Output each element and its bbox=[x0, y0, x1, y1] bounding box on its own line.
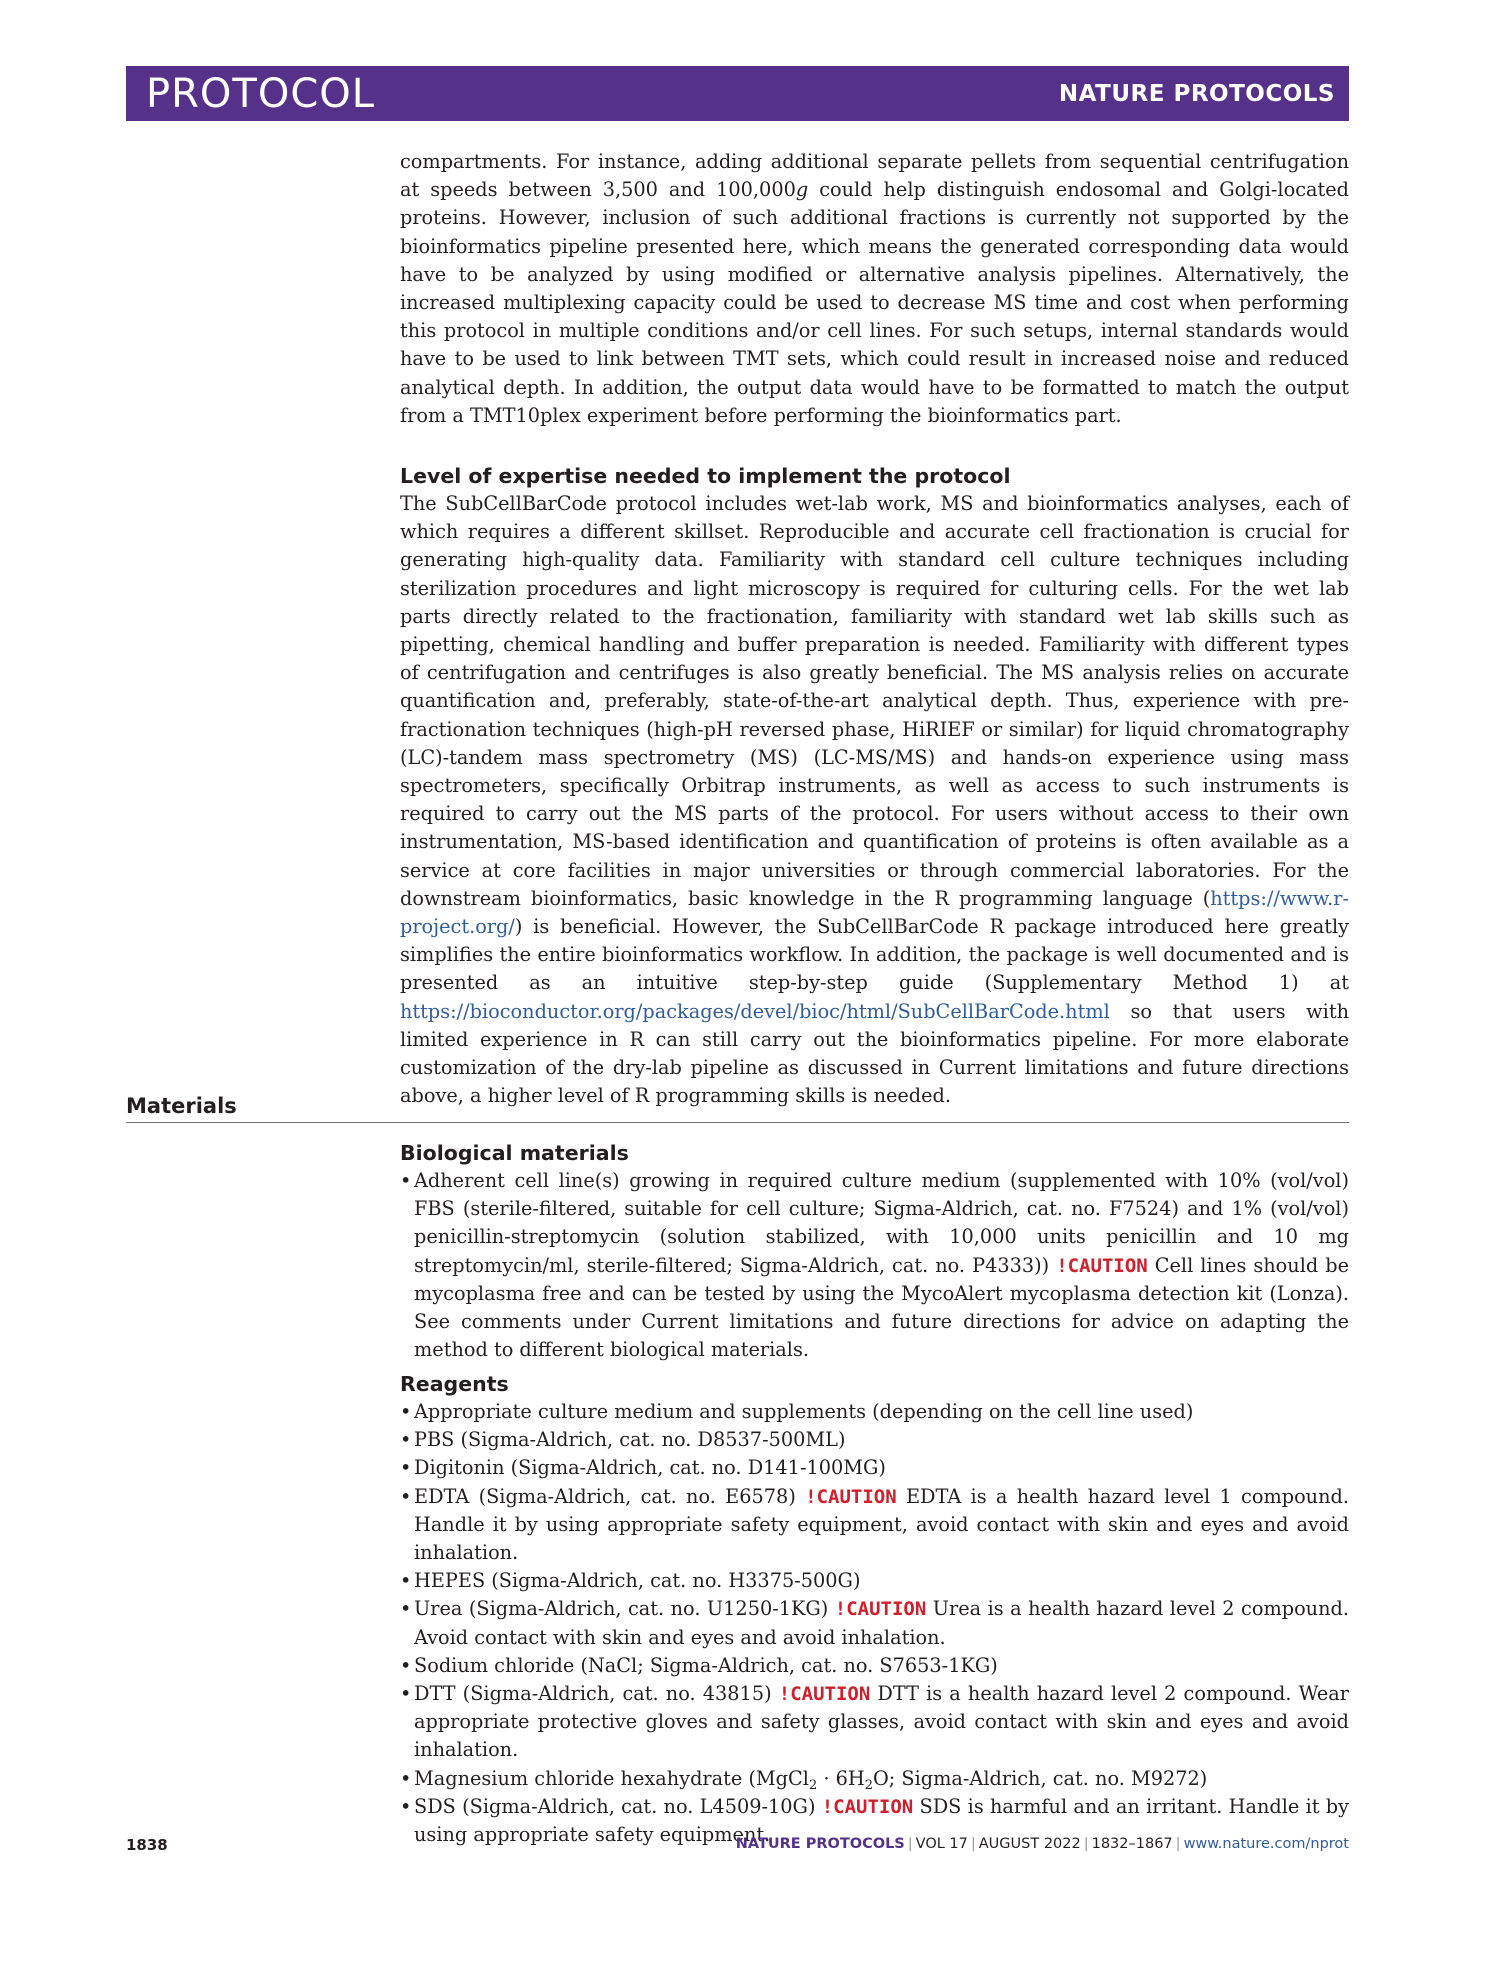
journal-title: NATURE PROTOCOLS bbox=[1058, 80, 1335, 107]
list-item: • Adherent cell line(s) growing in required culture medium (supplemented with 10% (vol/vol) FBS (sterile-filtered, suitable for cell culture; Sigma-Aldrich, cat. no. F7524) and 1% (vol/vol) penicillin-streptomycin (solution stabilized, with 10,000 units penicillin and 10 mg streptomycin/ml, sterile-filtered; Sigma-Aldrich, cat. no. P4333)) !CAUTION Cell lines should be mycoplasma free and can be tested by using the MycoAlert mycoplasma detection kit (Lonza). See comments under Current limitations and future directions for advice on adapting the method to different biological materials. bbox=[400, 1167, 1349, 1364]
list-item: • Urea (Sigma-Aldrich, cat. no. U1250-1KG) !CAUTION Urea is a health hazard level 2 compound. Avoid contact with skin and eyes and avoid inhalation. bbox=[400, 1595, 1349, 1651]
section-type-title: PROTOCOL bbox=[146, 70, 376, 117]
expertise-section bbox=[400, 462, 1349, 1110]
page-number: 1838 bbox=[126, 1836, 168, 1854]
list-item: • DTT (Sigma-Aldrich, cat. no. 43815) !CAUTION DTT is a health hazard level 2 compound. Wear appropriate protective gloves and safety glasses, avoid contact with skin and eyes and avoid inhalation. bbox=[400, 1680, 1349, 1765]
footer-url-link[interactable]: www.nature.com/nprot bbox=[1183, 1836, 1349, 1852]
r-project-link[interactable]: https://www.r-project.org/ bbox=[400, 886, 1349, 939]
list-item: • SDS (Sigma-Aldrich, cat. no. L4509-10G) !CAUTION SDS is harmful and an irritant. Handle it by using appropriate safety equipment. bbox=[400, 1793, 1349, 1849]
reagents-heading: Reagents bbox=[400, 1372, 509, 1396]
biological-materials-heading: Biological materials bbox=[400, 1141, 629, 1165]
footer-pages: 1832–1867 bbox=[1091, 1836, 1173, 1852]
intro-paragraph: compartments. For instance, adding additional separate pellets from sequential centrifugation at speeds between 3,500 and 100,000g could help distinguish endosomal and Golgi-located proteins. However, inclusion of such additional fractions is currently not supported by the bioinformatics pipeline presented here, which means the generated corresponding data would have to be analyzed by using modified or alternative analysis pipelines. Alternatively, the increased multiplexing capacity could be used to decrease MS time and cost when performing this protocol in multiple conditions and/or cell lines. For such setups, internal standards would have to be used to link between TMT sets, which could result in increased noise and reduced analytical depth. In addition, the output data would have to be formatted to match the output from a TMT10plex experiment before performing the bioinformatics part. bbox=[400, 150, 1349, 427]
caution-label: !CAUTION bbox=[821, 1795, 914, 1818]
caution-label: !CAUTION bbox=[805, 1485, 897, 1508]
footer-volume: VOL 17 bbox=[915, 1836, 968, 1852]
list-item: • Appropriate culture medium and supplements (depending on the cell line used) bbox=[400, 1398, 1349, 1426]
caution-label: !CAUTION bbox=[778, 1683, 871, 1706]
caution-label: !CAUTION bbox=[834, 1598, 927, 1621]
list-item: • Sodium chloride (NaCl; Sigma-Aldrich, cat. no. S7653-1KG) bbox=[400, 1652, 1349, 1680]
footer-journal: NATURE PROTOCOLS bbox=[735, 1836, 905, 1852]
footer-citation: NATURE PROTOCOLS | VOL 17 | AUGUST 2022 | 1832–1867 | www.nature.com/nprot bbox=[735, 1836, 1349, 1852]
bioconductor-link[interactable]: https://bioconductor.org/packages/devel/bioc/html/SubCellBarCode.html bbox=[400, 999, 1110, 1023]
intro-section bbox=[400, 148, 1349, 430]
header-bar bbox=[126, 66, 1349, 121]
materials-section-label: Materials bbox=[126, 1094, 237, 1118]
list-item: • PBS (Sigma-Aldrich, cat. no. D8537-500ML) bbox=[400, 1426, 1349, 1454]
section-divider bbox=[126, 1122, 1349, 1123]
list-item: • Magnesium chloride hexahydrate (MgCl$_2$ · $6H_2O$; Sigma-Aldrich, cat. no. M9272) bbox=[400, 1765, 1349, 1793]
footer-date: AUGUST 2022 bbox=[978, 1836, 1081, 1852]
list-item: • EDTA (Sigma-Aldrich, cat. no. E6578) !CAUTION EDTA is a health hazard level 1 compound. Handle it by using appropriate safety equipment, avoid contact with skin and eyes and avoid inhalation. bbox=[400, 1483, 1349, 1568]
list-item: • Digitonin (Sigma-Aldrich, cat. no. D141-100MG) bbox=[400, 1454, 1349, 1482]
reagents-section bbox=[400, 1370, 1349, 1849]
caution-label: !CAUTION bbox=[1056, 1254, 1148, 1277]
biological-materials-section bbox=[400, 1139, 1349, 1364]
expertise-paragraph: The SubCellBarCode protocol includes wet-lab work, MS and bioinformatics analyses, each of which requires a different skillset. Reproducible and accurate cell fractionation is crucial for generating high-quality data. Familiarity with standard cell culture techniques including sterilization procedures and light microscopy is required for culturing cells. For the wet lab parts directly related to the fractionation, familiarity with standard wet lab skills such as pipetting, chemical handling and buffer preparation is needed. Familiarity with different types of centrifugation and centrifuges is also greatly beneficial. The MS analysis relies on accurate quantification and, preferably, state-of-the-art analytical depth. Thus, experience with pre-fractionation techniques (high-pH reversed phase, HiRIEF or similar) for liquid chromatography (LC)-tandem mass spectrometry (MS) (LC-MS/MS) and hands-on experience using mass spectrometers, specifically Orbitrap instruments, as well as access to such instruments is required to carry out the MS parts of the protocol. For users without access to their own instrumentation, MS-based identification and quantification of proteins is often available as a service at core facilities in major universities or through commercial laboratories. For the downstream bioinformatics, basic knowledge in the R programming language (https://www.r-project.org/) is beneficial. However, the SubCellBarCode R package introduced here greatly simplifies the entire bioinformatics workflow. In addition, the package is well documented and is presented as an intuitive step-by-step guide (Supplementary Method 1) at https://bioconductor.org/packages/devel/bioc/html/SubCellBarCode.html so that users with limited experience in R can still carry out the bioinformatics pipeline. For more elaborate customization of the dry-lab pipeline as discussed in Current limitations and future directions above, a higher level of R programming skills is needed. bbox=[400, 492, 1349, 1108]
list-item: • HEPES (Sigma-Aldrich, cat. no. H3375-500G) bbox=[400, 1567, 1349, 1595]
expertise-heading: Level of expertise needed to implement the protocol bbox=[400, 464, 1011, 488]
